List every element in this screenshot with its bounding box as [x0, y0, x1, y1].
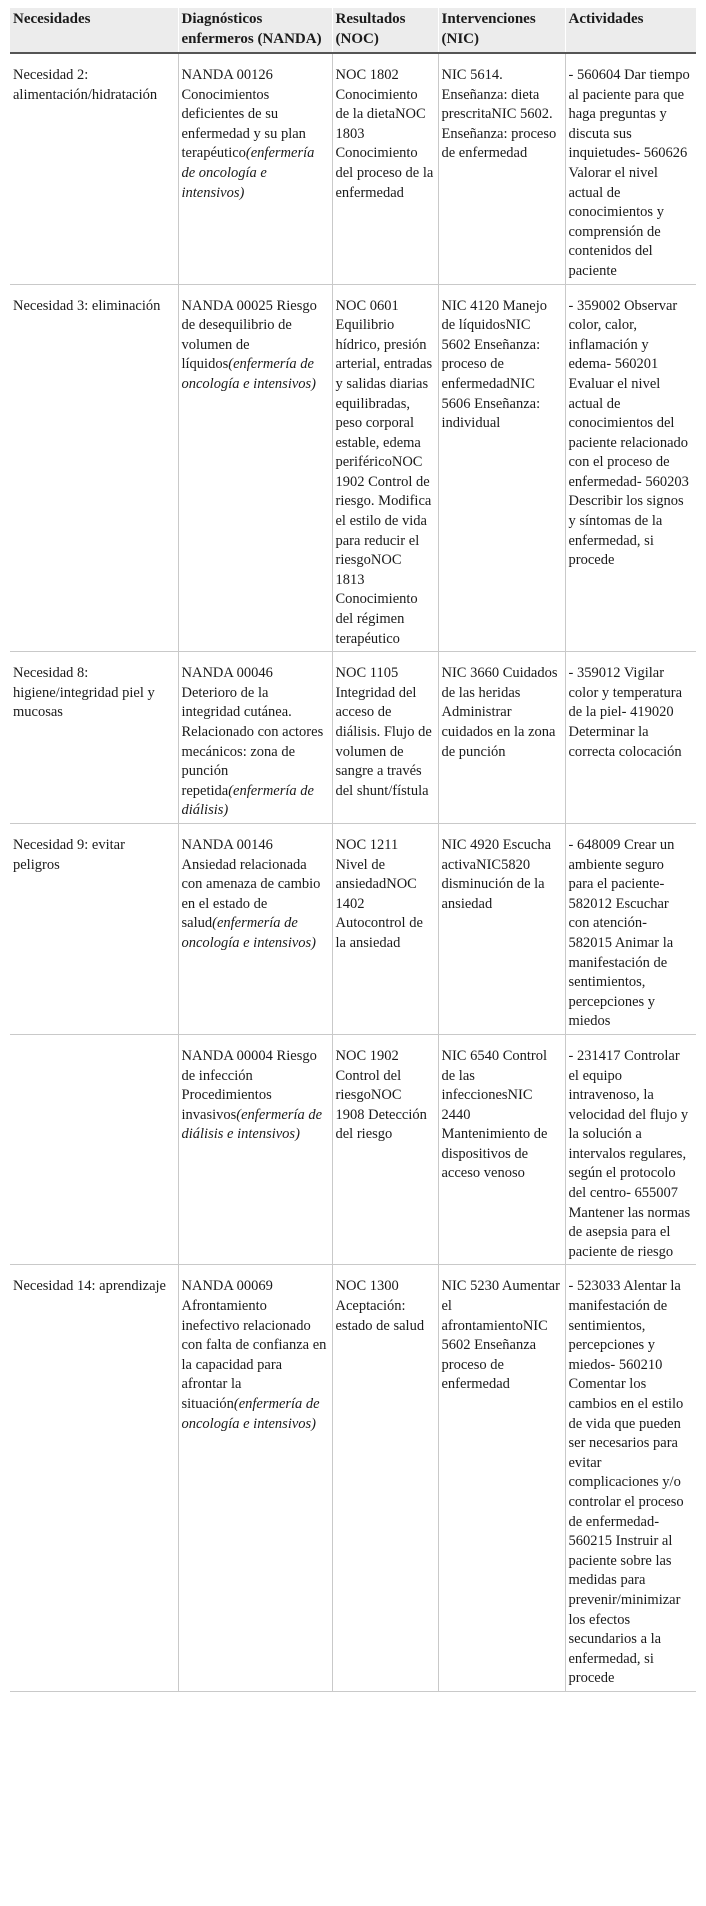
table-header: [10, 8, 696, 53]
diagnostico-fuente: (enfermería de oncología e intensivos): [181, 915, 317, 951]
cell-resultados: NOC 0601 Equilibrio hídrico, presión arterial, entradas y salidas diarias equilibradas, peso corporal estable, edema periféricoNOC 1902 Control de riesgo. Modifica el estilo de vida para reducir el riesgoNOC 1813 Conocimiento del régimen terapéutico: [332, 284, 438, 652]
cell-resultados: NOC 1902 Control del riesgoNOC 1908 Detección del riesgo: [332, 1034, 438, 1265]
cell-intervenciones: NIC 5614. Enseñanza: dieta prescritaNIC 5602. Enseñanza: proceso de enfermedad: [438, 53, 565, 284]
cell-actividades: - 231417 Controlar el equipo intravenoso, la velocidad del flujo y la solución a intervalos regulares, según el protocolo del centro- 655007 Mantener las normas de asepsia para el paciente de riesgo: [565, 1034, 696, 1265]
cell-intervenciones: NIC 5230 Aumentar el afrontamientoNIC 5602 Enseñanza proceso de enfermedad: [438, 1265, 565, 1691]
table-row: [10, 823, 696, 1034]
cell-intervenciones: NIC 4920 Escucha activaNIC5820 disminución de la ansiedad: [438, 823, 565, 1034]
cell-resultados: NOC 1211 Nivel de ansiedadNOC 1402 Autocontrol de la ansiedad: [332, 823, 438, 1034]
diagnostico-text: NANDA 00146 Ansiedad relacionada con amenaza de cambio en el estado de salud: [181, 836, 321, 932]
care-plan-table: [10, 8, 696, 1692]
cell-necesidad: Necesidad 8: higiene/integridad piel y mucosas: [10, 652, 178, 824]
cell-necesidad: Necesidad 2: alimentación/hidratación: [13, 67, 158, 103]
diagnostico-fuente: (enfermería de diálisis e intensivos): [181, 1106, 323, 1143]
header-resultados: Resultados (NOC): [332, 8, 438, 53]
diagnostico-fuente: (enfermería de oncología e intensivos): [181, 145, 315, 201]
table-row: [10, 1034, 696, 1265]
header-actividades: Actividades: [565, 8, 696, 53]
diagnostico-text: NANDA 00069 Afrontamiento inefectivo relacionado con falta de confianza en la capacidad para afrontar la situación: [181, 1278, 327, 1412]
cell-necesidad: Necesidad 3: eliminación: [10, 284, 178, 652]
diagnostico-fuente: (enfermería de diálisis): [181, 782, 314, 819]
diagnostico-text: NANDA 00126 Conocimientos deficientes de su enfermedad y su plan terapéutico: [181, 67, 306, 162]
cell-diagnostico: [178, 652, 332, 824]
table-body: [10, 53, 696, 1691]
cell-intervenciones: NIC 3660 Cuidados de las heridas Administrar cuidados en la zona de punción: [438, 652, 565, 824]
cell-diagnostico: [178, 1265, 332, 1691]
cell-actividades: - 648009 Crear un ambiente seguro para el paciente- 582012 Escuchar con atención- 582015 Animar la manifestación de sentimientos, percepciones y miedos: [565, 823, 696, 1034]
cell-necesidad: [10, 1034, 178, 1265]
diagnostico-fuente: (enfermería de oncología e intensivos): [181, 356, 317, 392]
cell-diagnostico: [178, 823, 332, 1034]
table-row: [10, 652, 696, 824]
cell-resultados: NOC 1802 Conocimiento de la dietaNOC 1803 Conocimiento del proceso de la enfermedad: [332, 53, 438, 284]
cell-resultados: NOC 1300 Aceptación: estado de salud: [332, 1265, 438, 1691]
cell-necesidad: Necesidad 14: aprendizaje: [10, 1265, 178, 1691]
cell-intervenciones: NIC 4120 Manejo de líquidosNIC 5602 Enseñanza: proceso de enfermedadNIC 5606 Enseñanza: individual: [438, 284, 565, 652]
header-necesidades: Necesidades: [10, 8, 178, 53]
diagnostico-text: NANDA 00004 Riesgo de infección Procedimientos invasivos: [181, 1047, 317, 1123]
cell-actividades: - 523033 Alentar la manifestación de sentimientos, percepciones y miedos- 560210 Comentar los cambios en el estilo de vida que pueden ser necesarios para evitar complicaciones y/o controlar el proceso de enfermedad- 560215 Instruir al paciente sobre las medidas para prevenir/minimizar los efectos secundarios a la enfermedad, si procede: [565, 1265, 696, 1691]
header-row: [10, 8, 696, 53]
cell-diagnostico: [178, 1034, 332, 1265]
diagnostico-text: NANDA 00025 Riesgo de desequilibrio de volumen de líquidos: [181, 297, 317, 373]
cell-diagnostico: [178, 53, 332, 284]
cell-actividades: - 560604 Dar tiempo al paciente para que haga preguntas y discuta sus inquietudes- 560626 Valorar el nivel actual de conocimientos y comprensión de contenidos del paciente: [565, 53, 696, 284]
table-row: [10, 284, 696, 652]
cell-diagnostico: [178, 284, 332, 652]
diagnostico-text: NANDA 00046 Deterioro de la integridad cutánea. Relacionado con actores mecánicos: zona de punción repetida: [181, 665, 324, 799]
cell-actividades: - 359002 Observar color, calor, inflamación y edema- 560201 Evaluar el nivel actual de conocimientos del paciente relacionado con el proceso de enfermedad- 560203 Describir los signos y síntomas de la enfermedad, si procede: [565, 284, 696, 652]
table-row: [10, 1265, 696, 1691]
cell-intervenciones: NIC 6540 Control de las infeccionesNIC 2440 Mantenimiento de dispositivos de acceso venoso: [438, 1034, 565, 1265]
cell-necesidad: Necesidad 9: evitar peligros: [10, 823, 178, 1034]
cell-resultados: NOC 1105 Integridad del acceso de diálisis. Flujo de volumen de sangre a través del shunt/fístula: [332, 652, 438, 824]
header-diagnosticos: Diagnósticos enfermeros (NANDA): [178, 8, 332, 53]
cell-actividades: - 359012 Vigilar color y temperatura de la piel- 419020 Determinar la correcta colocación: [565, 652, 696, 824]
header-intervenciones: Intervenciones (NIC): [438, 8, 565, 53]
table-row: [10, 53, 696, 284]
diagnostico-fuente: (enfermería de oncología e intensivos): [181, 1396, 320, 1432]
